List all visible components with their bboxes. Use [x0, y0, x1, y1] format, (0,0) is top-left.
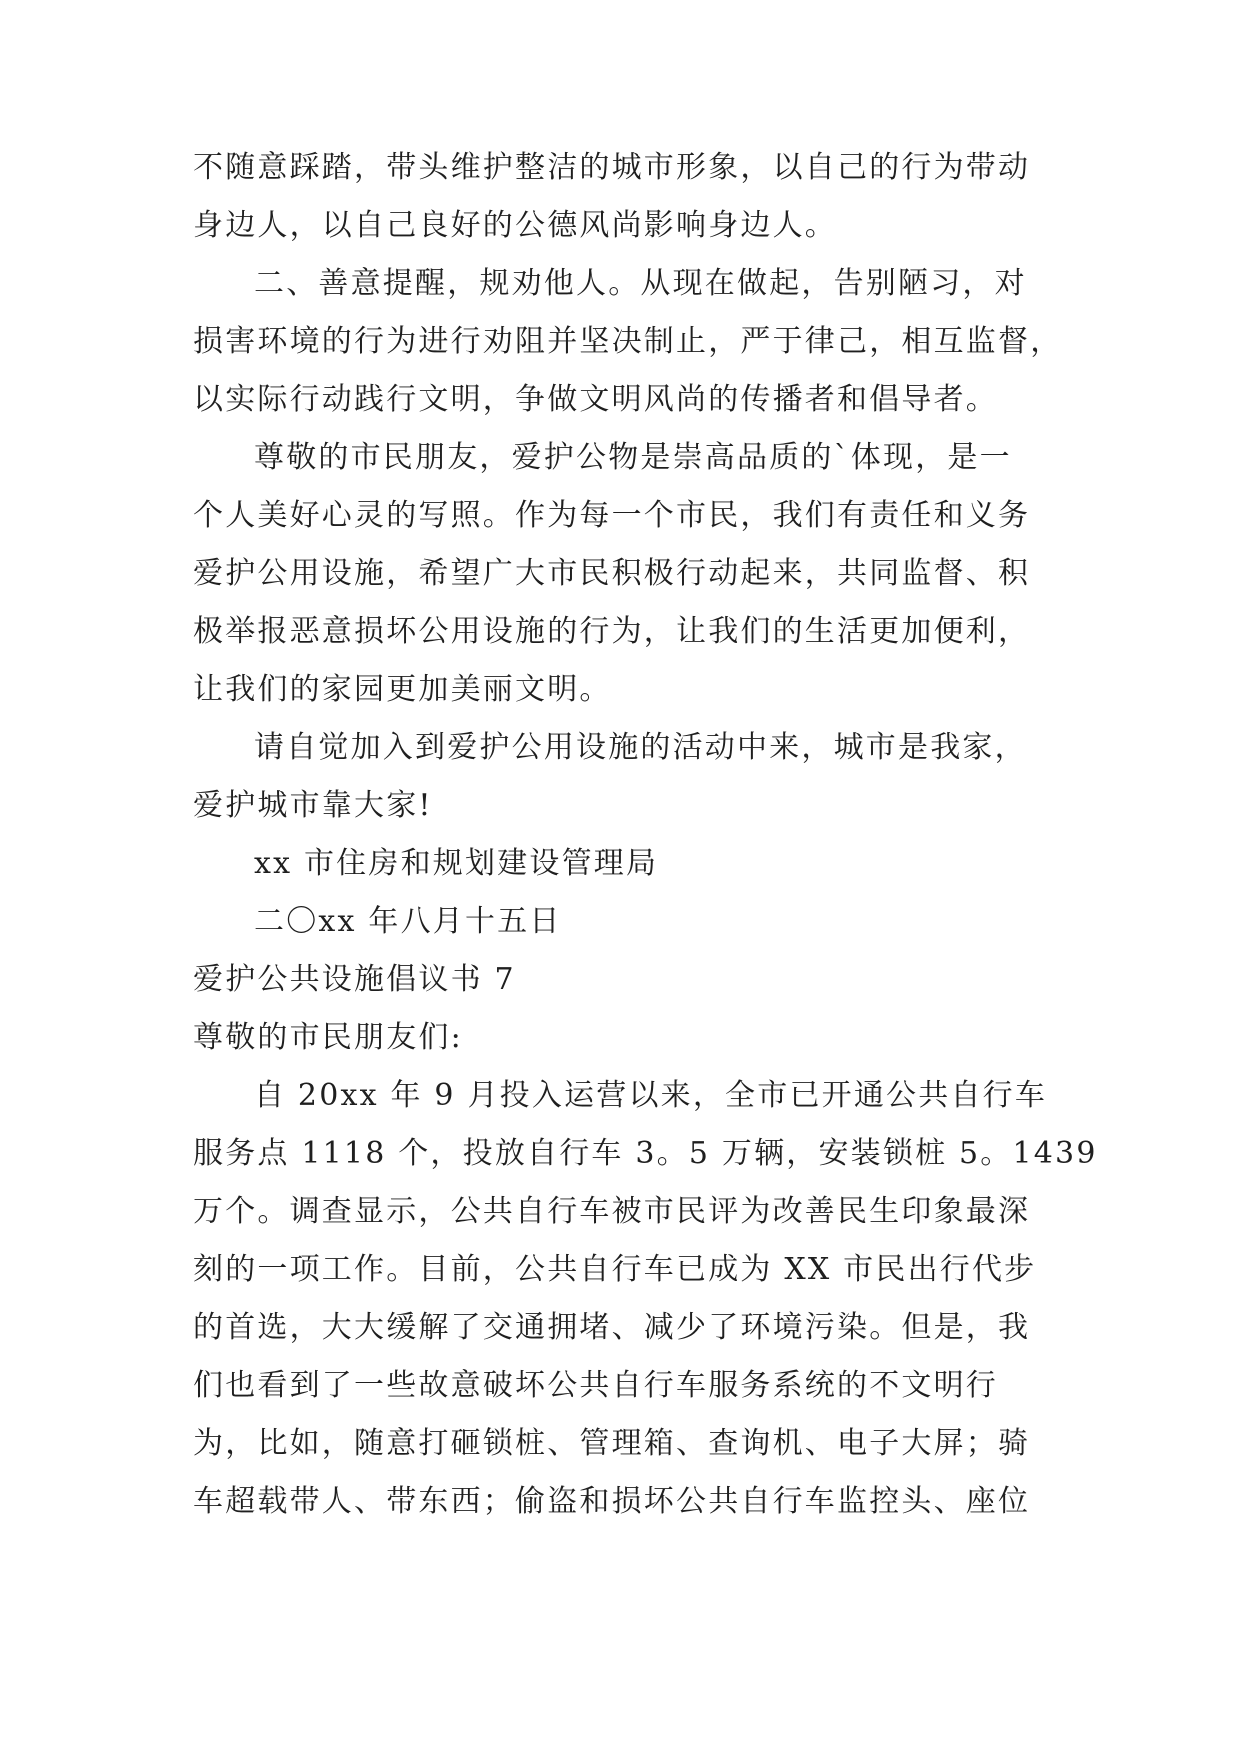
text-line: 自 20xx 年 9 月投入运营以来，全市已开通公共自行车 [254, 1078, 1048, 1113]
text-line: 爱护公用设施，希望广大市民积极行动起来，共同监督、积 [193, 556, 1031, 591]
text-line: 的首选，大大缓解了交通拥堵、减少了环境污染。但是，我 [193, 1310, 1031, 1345]
text-line: 车超载带人、带东西；偷盗和损坏公共自行车监控头、座位 [193, 1484, 1031, 1519]
text-line: 们也看到了一些故意破坏公共自行车服务系统的不文明行 [193, 1368, 998, 1403]
text-line: 损害环境的行为进行劝阻并坚决制止，严于律己，相互监督， [193, 324, 1063, 359]
text-line: 服务点 1118 个，投放自行车 3。5 万辆，安装锁桩 5。1439 [193, 1136, 1098, 1171]
text-line: 爱护城市靠大家! [193, 788, 433, 823]
text-line: 万个。调查显示，公共自行车被市民评为改善民生印象最深 [193, 1194, 1031, 1229]
text-line: 身边人，以自己良好的公德风尚影响身边人。 [193, 208, 837, 243]
text-line: 让我们的家园更加美丽文明。 [193, 672, 612, 707]
text-line: 为，比如，随意打砸锁桩、管理箱、查询机、电子大屏；骑 [193, 1426, 1031, 1461]
text-line: 以实际行动践行文明，争做文明风尚的传播者和倡导者。 [193, 382, 998, 417]
text-line: 请自觉加入到爱护公用设施的活动中来，城市是我家， [254, 730, 1027, 765]
text-line: 二、善意提醒，规劝他人。从现在做起，告别陋习，对 [254, 266, 1027, 301]
salutation: 尊敬的市民朋友们: [193, 1020, 463, 1055]
section-title: 爱护公共设施倡议书 7 [193, 962, 516, 997]
text-line: 尊敬的市民朋友，爱护公物是崇高品质的`体现，是一 [254, 440, 1012, 475]
text-line: 极举报恶意损坏公用设施的行为，让我们的生活更加便利， [193, 614, 1031, 649]
text-line: 个人美好心灵的写照。作为每一个市民，我们有责任和义务 [193, 498, 1031, 533]
text-line: 不随意踩踏，带头维护整洁的城市形象，以自己的行为带动 [193, 150, 1031, 185]
signature-organization: xx 市住房和规划建设管理局 [254, 846, 659, 881]
text-line: 刻的一项工作。目前，公共自行车已成为 XX 市民出行代步 [193, 1252, 1037, 1287]
signature-date: 二〇xx 年八月十五日 [254, 904, 562, 939]
